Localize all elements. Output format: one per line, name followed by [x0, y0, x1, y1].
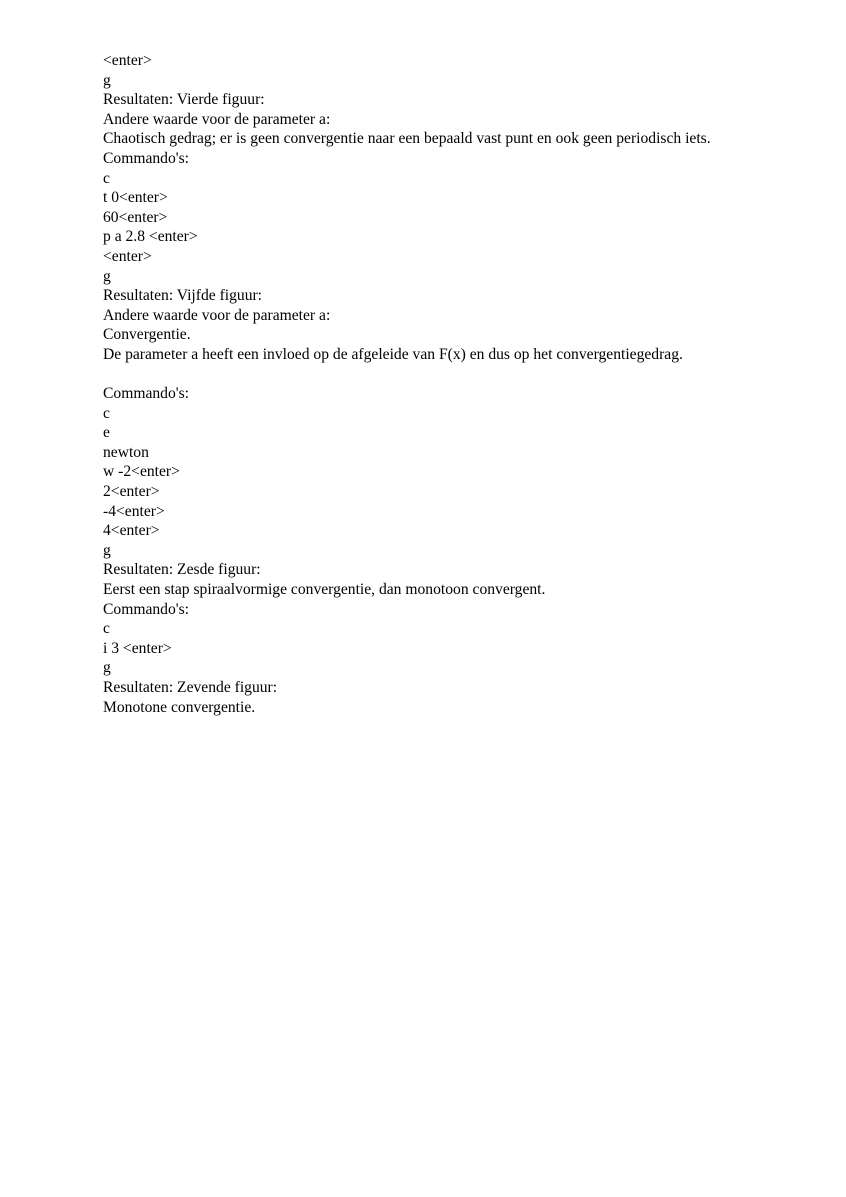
blank-line — [103, 365, 743, 385]
text-line: Resultaten: Vijfde figuur: — [103, 287, 263, 305]
text-line: Eerst een stap spiraalvormige convergentie, dan monotoon convergent. — [103, 581, 546, 599]
text-line: t 0<enter> — [103, 189, 168, 207]
text-line: Monotone convergentie. — [103, 698, 256, 716]
text-line: Commando's: — [103, 385, 189, 403]
text-line: p a 2.8 <enter> — [103, 228, 198, 246]
text-line: Andere waarde voor de parameter a: — [103, 306, 331, 324]
text-line: Resultaten: Vierde figuur: — [103, 91, 265, 109]
text-line: newton — [103, 443, 149, 461]
text-line: 4<enter> — [103, 522, 160, 540]
text-line: g — [103, 659, 111, 677]
text-line: De parameter a heeft een invloed op de afgeleide van F(x) en dus op het convergentiegedrag. — [103, 345, 683, 363]
text-line: 60<enter> — [103, 208, 168, 226]
text-line: -4<enter> — [103, 502, 165, 520]
text-line: Resultaten: Zesde figuur: — [103, 561, 261, 579]
text-line: c — [103, 404, 110, 422]
text-line: w -2<enter> — [103, 463, 180, 481]
text-line: Resultaten: Zevende figuur: — [103, 679, 278, 696]
text-line: <enter> — [103, 247, 152, 265]
text-line: g — [103, 541, 111, 559]
text-line: <enter> — [103, 52, 152, 69]
document-body — [103, 51, 743, 717]
text-line: Convergentie. — [103, 326, 191, 344]
text-line: Chaotisch gedrag; er is geen convergentie naar een bepaald vast punt en ook geen periodisch iets. — [103, 130, 711, 148]
text-line: g — [103, 71, 111, 89]
text-line: g — [103, 267, 111, 285]
text-line: e — [103, 424, 110, 442]
text-line: c — [103, 620, 110, 638]
text-line: 2<enter> — [103, 483, 160, 501]
text-line: Commando's: — [103, 600, 189, 618]
text-line: i 3 <enter> — [103, 639, 172, 657]
text-line: Andere waarde voor de parameter a: — [103, 110, 331, 128]
text-line: Commando's: — [103, 149, 189, 167]
text-line: c — [103, 169, 110, 187]
